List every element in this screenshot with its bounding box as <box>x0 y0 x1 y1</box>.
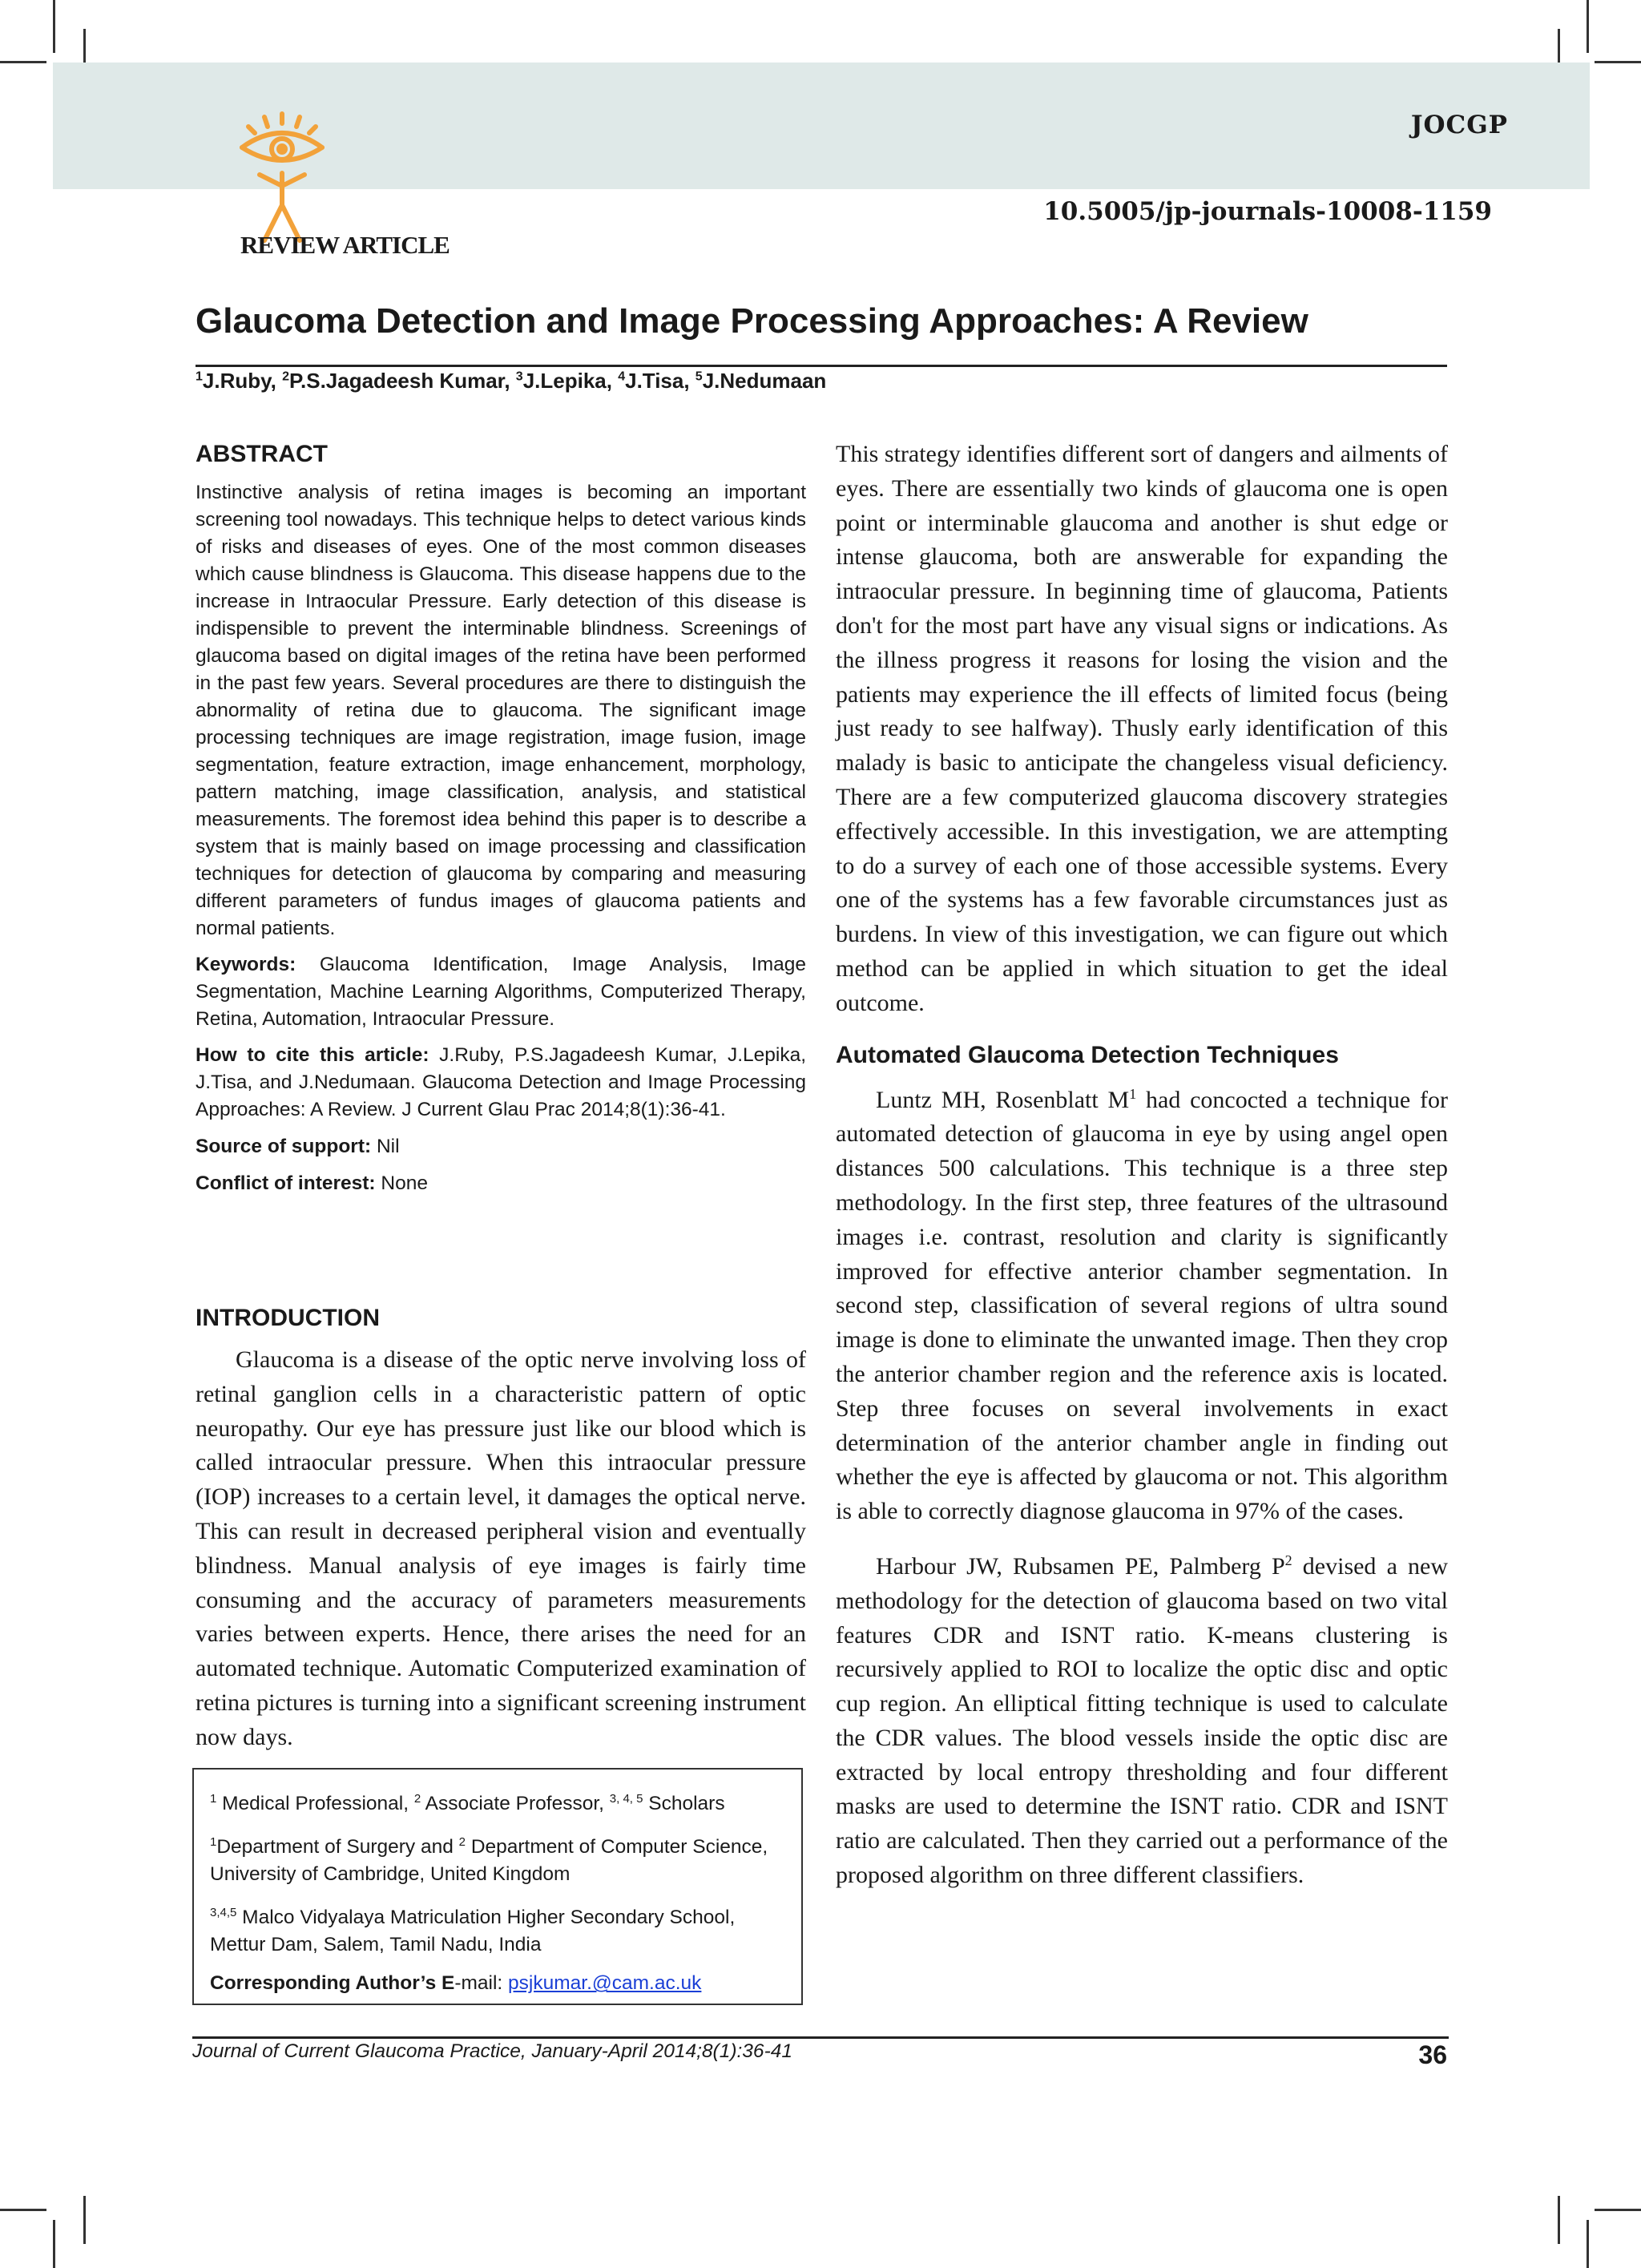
article-title: Glaucoma Detection and Image Processing Approaches: A Review <box>196 301 1308 341</box>
citation: How to cite this article: J.Ruby, P.S.Jagadeesh Kumar, J.Lepika, J.Tisa, and J.Nedumaan. Glaucoma Detection and Image Processing Approaches: A Review. J Current Glau Prac 2014;8(1):36-41. <box>196 1044 807 1120</box>
author-list: $^1$J.Ruby, $^2$P.S.Jagadeesh Kumar, $^3$J.Lepika, $^4$J.Tisa, $^5$J.Nedumaan <box>196 369 827 393</box>
crop-mark <box>53 0 55 53</box>
corresponding-author: Corresponding Author’s E-mail: psjkumar.@cam.ac.uk <box>210 1972 702 1995</box>
source-of-support: Source of support: Nil <box>196 1136 400 1157</box>
journal-eye-figure-logo <box>234 109 330 245</box>
crop-mark <box>1587 2220 1589 2268</box>
department-affiliation: $^1$Department of Surgery and $^2$ Department of Computer Science, University of Cambridge, United Kingdom <box>210 1835 768 1886</box>
body-paragraph: Luntz MH, Rosenblatt $M^1$ had concocted a technique for automated detection of glaucoma in eye by using angel open distances 500 calculations. This technique is a three step methodology. In the first step, three features of the ultrasound images i.e. contrast, resolution and clarity is significantly improved for effective anterior chamber segmentation. In second step, classification of several regions of ultra sound image is done to eliminate the unwanted image. Then they crop the anterior chamber region and the reference axis is located. Step three focuses on several involvements in exact determination of the anterior chamber angle in finding out whether the eye is affected by glaucoma or not. This algorithm is able to correctly diagnose glaucoma in 97% of the cases. <box>836 1085 1449 1525</box>
body-paragraph: Harbour JW, Rubsamen PE, Palmberg $P^2$ devised a new methodology for the detection of glaucoma based on two vital features CDR and ISNT ratio. K-means clustering is recursively applied to ROI to localize the optic disc and optic cup region. An elliptical fitting technique is used to calculate the CDR values. The blood vessels inside the optic disc are extracted by local entropy thresholding and four different masks are used to determine the ISNT ratio. CDR and ISNT ratio are calculated. Then they carried out a performance of the proposed algorithm on three different classifiers. <box>836 1552 1448 1889</box>
body-paragraph: This strategy identifies different sort of dangers and ailments of eyes. There are essentially two kinds of glaucoma one is open point or interminable glaucoma and another is shut edge or intense glaucoma, both are answerable for expanding the intraocular pressure. In beginning time of glaucoma, Patients don't for the most part have any visual signs or indications. As the illness progress it reasons for losing the vision and the patients may experience the ill effects of limited focus (being just ready to see halfway). Thusly early identification of this malady is basic to anticipate the changeless visual deficiency. There are a few computerized glaucoma discovery strategies effectively accessible. In this investigation, we are attempting to do a survey of each one of those accessible systems. Every one of the systems has a few favorable circumstances just as burdens. In view of this investigation, we can figure out which method can be applied in which situation to get the ideal outcome. <box>836 441 1448 1016</box>
journal-abbreviation: JOCGP <box>1410 111 1508 139</box>
crop-mark <box>1595 2209 1641 2211</box>
keywords: Keywords: Glaucoma Identification, Image Analysis, Image Segmentation, Machine Learning Algorithms, Computerized Therapy, Retina, Automation, Intraocular Pressure. <box>196 954 806 1030</box>
abstract-text: Instinctive analysis of retina images is becoming an important screening tool nowadays. This technique helps to detect various kinds of risks and diseases of eyes. One of the most common diseases which cause blindness is Glaucoma. This disease happens due to the increase in Intraocular Pressure. Early detection of this disease is indispensible to prevent the interminable blindness. Screenings of glaucoma based on digital images of the retina have been performed in the past few years. Several procedures are there to distinguish the abnormality of retina due to glaucoma. The significant image processing techniques are image registration, image fusion, image segmentation, feature extraction, image enhancement, morphology, pattern matching, image classification, analysis, and statistical measurements. The foremost idea behind this paper is to describe a system that is mainly based on image processing and classification techniques for detection of glaucoma by comparing and measuring different parameters of fundus images of glaucoma patients and normal patients. <box>196 482 806 939</box>
crop-mark <box>83 2196 86 2244</box>
crop-mark <box>1558 2196 1560 2244</box>
affiliations-box <box>192 1768 803 2005</box>
introduction-text: Glaucoma is a disease of the optic nerve involving loss of retinal ganglion cells in a characteristic pattern of optic neuropathy. Our eye has pressure just like our blood which is called intraocular pressure. When this intraocular pressure (IOP) increases to a certain level, it damages the optical nerve. This can result in decreased peripheral vision and eventually blindness. Manual analysis of eye images is fairly time consuming and the accuracy of parameters measurements varies between experts. Hence, there arises the need for an automated technique. Automatic Computerized examination of retina pictures is turning into a significant screening instrument now days. <box>196 1346 806 1750</box>
abstract-heading: ABSTRACT <box>196 441 328 467</box>
introduction-section <box>196 1305 806 1755</box>
abstract-section <box>196 441 806 1197</box>
footer-divider <box>192 2036 1449 2039</box>
crop-mark <box>1595 61 1641 63</box>
article-type: REVIEW ARTICLE <box>240 231 450 259</box>
crop-mark <box>0 2209 46 2211</box>
author-roles: $^1$ Medical Professional, $^2$ Associate Professor, $^{3, 4, 5}$ Scholars <box>210 1792 725 1815</box>
right-column <box>836 438 1448 1893</box>
school-affiliation: $^{3,4,5}$ Malco Vidyalaya Matriculation Higher Secondary School, Mettur Dam, Salem, Tamil Nadu, India <box>210 1906 736 1956</box>
section-heading: Automated Glaucoma Detection Techniques <box>836 1041 1339 1068</box>
page-number: 36 <box>1418 2040 1447 2069</box>
crop-mark <box>0 61 46 63</box>
crop-mark <box>1587 0 1589 53</box>
conflict-of-interest: Conflict of interest: None <box>196 1172 428 1194</box>
email-link[interactable]: psjkumar.@cam.ac.uk <box>508 1972 702 1995</box>
footer-journal-info: Journal of Current Glaucoma Practice, January-April 2014;8(1):36-41 <box>192 2040 792 2062</box>
title-divider <box>196 365 1447 367</box>
doi: 10.5005/jp-journals-10008-1159 <box>1043 197 1492 226</box>
crop-mark <box>53 2220 55 2268</box>
introduction-heading: INTRODUCTION <box>196 1305 380 1331</box>
